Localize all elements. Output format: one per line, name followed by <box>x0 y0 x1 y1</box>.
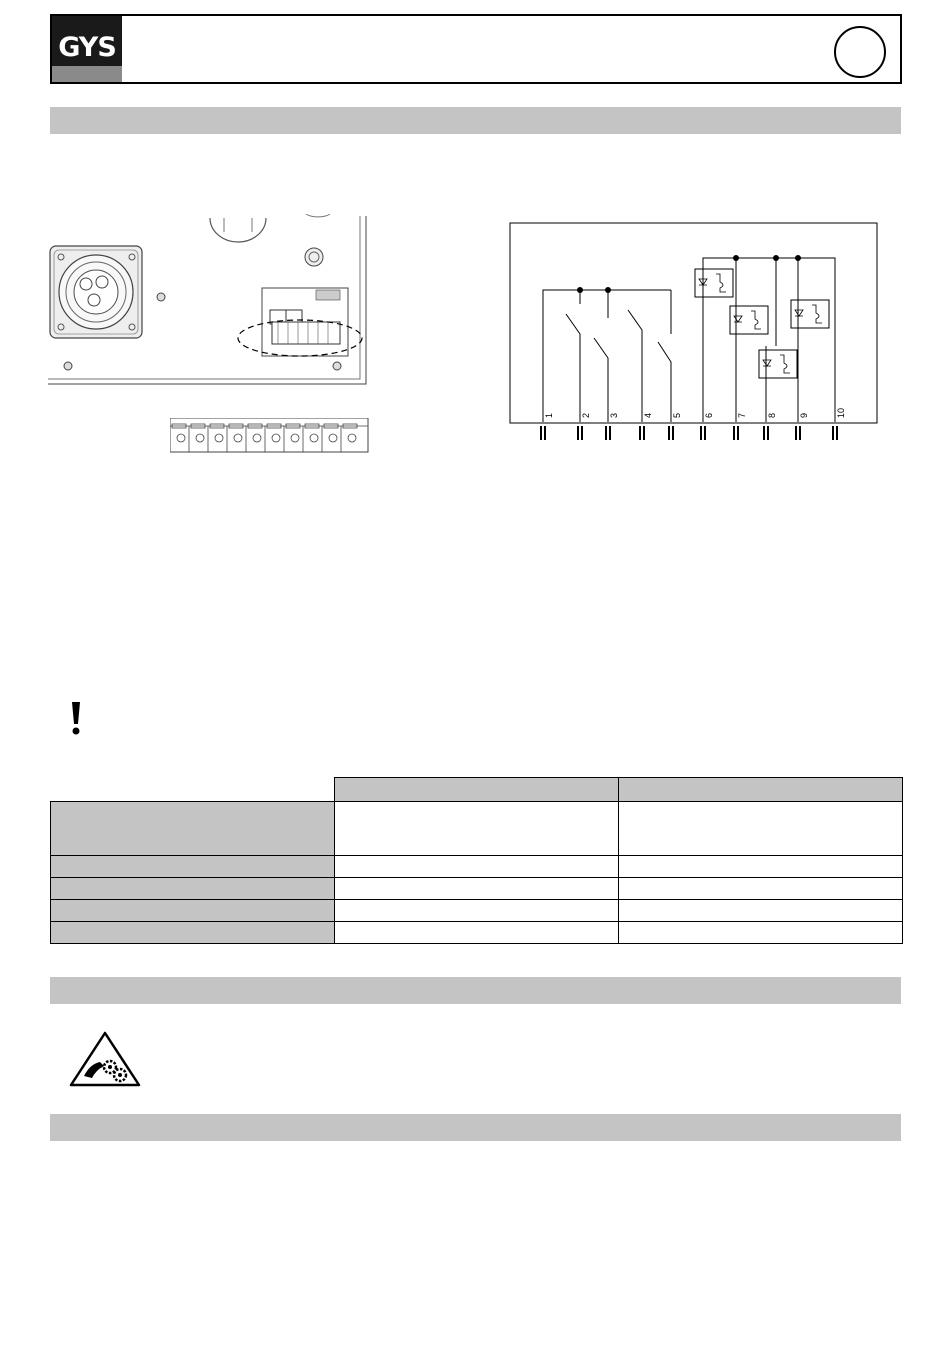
table-row <box>51 900 903 922</box>
terminal-number: 2 <box>581 412 591 418</box>
logo-stripe <box>52 66 122 82</box>
device-panel-figure <box>48 214 373 386</box>
table-cell <box>618 900 902 922</box>
table-row <box>51 802 903 856</box>
table-header-cell <box>334 778 618 802</box>
terminal-pin <box>700 426 706 440</box>
table-row-header <box>51 878 335 900</box>
table-cell <box>334 922 618 944</box>
terminal-pin <box>605 426 611 440</box>
table-cell <box>618 878 902 900</box>
terminal-pin <box>832 426 838 440</box>
terminal-number: 9 <box>799 412 809 418</box>
table-header-row <box>51 778 903 802</box>
table-cell <box>334 802 618 856</box>
terminal-number: 6 <box>704 412 714 418</box>
spec-table <box>50 777 903 944</box>
section-bar-2 <box>50 977 901 1004</box>
logo-text: GYS <box>58 32 116 63</box>
table-row-header <box>51 922 335 944</box>
terminal-pin <box>733 426 739 440</box>
terminal-strip-figure <box>170 418 370 454</box>
table-corner-cell <box>51 778 335 802</box>
terminal-number: 10 <box>836 407 846 418</box>
page-header <box>50 14 902 84</box>
exclamation-icon <box>66 700 86 736</box>
section-bar-3 <box>50 1114 901 1141</box>
table-row-header <box>51 856 335 878</box>
terminal-pin <box>763 426 769 440</box>
table-row-header <box>51 802 335 856</box>
terminal-number: 5 <box>672 412 682 418</box>
section-bar-1 <box>50 107 901 134</box>
terminal-number: 4 <box>643 412 653 418</box>
terminal-number: 7 <box>737 412 747 418</box>
terminal-pin <box>577 426 583 440</box>
language-circle <box>834 26 886 78</box>
table-row <box>51 922 903 944</box>
terminal-pin <box>795 426 801 440</box>
table-cell <box>618 856 902 878</box>
table-cell <box>334 856 618 878</box>
table-cell <box>618 922 902 944</box>
table-row-header <box>51 900 335 922</box>
table-cell <box>334 900 618 922</box>
terminal-number: 1 <box>544 412 554 418</box>
terminal-pin <box>668 426 674 440</box>
table-row <box>51 856 903 878</box>
terminal-number: 3 <box>609 412 619 418</box>
table-cell <box>334 878 618 900</box>
terminal-number: 8 <box>767 412 777 418</box>
gear-pinch-hazard-icon <box>68 1030 142 1088</box>
terminal-pin <box>639 426 645 440</box>
table-cell <box>618 802 902 856</box>
table-row <box>51 878 903 900</box>
terminal-pin <box>540 426 546 440</box>
wiring-schematic <box>508 222 880 444</box>
table-header-cell <box>618 778 902 802</box>
brand-logo <box>52 16 122 82</box>
